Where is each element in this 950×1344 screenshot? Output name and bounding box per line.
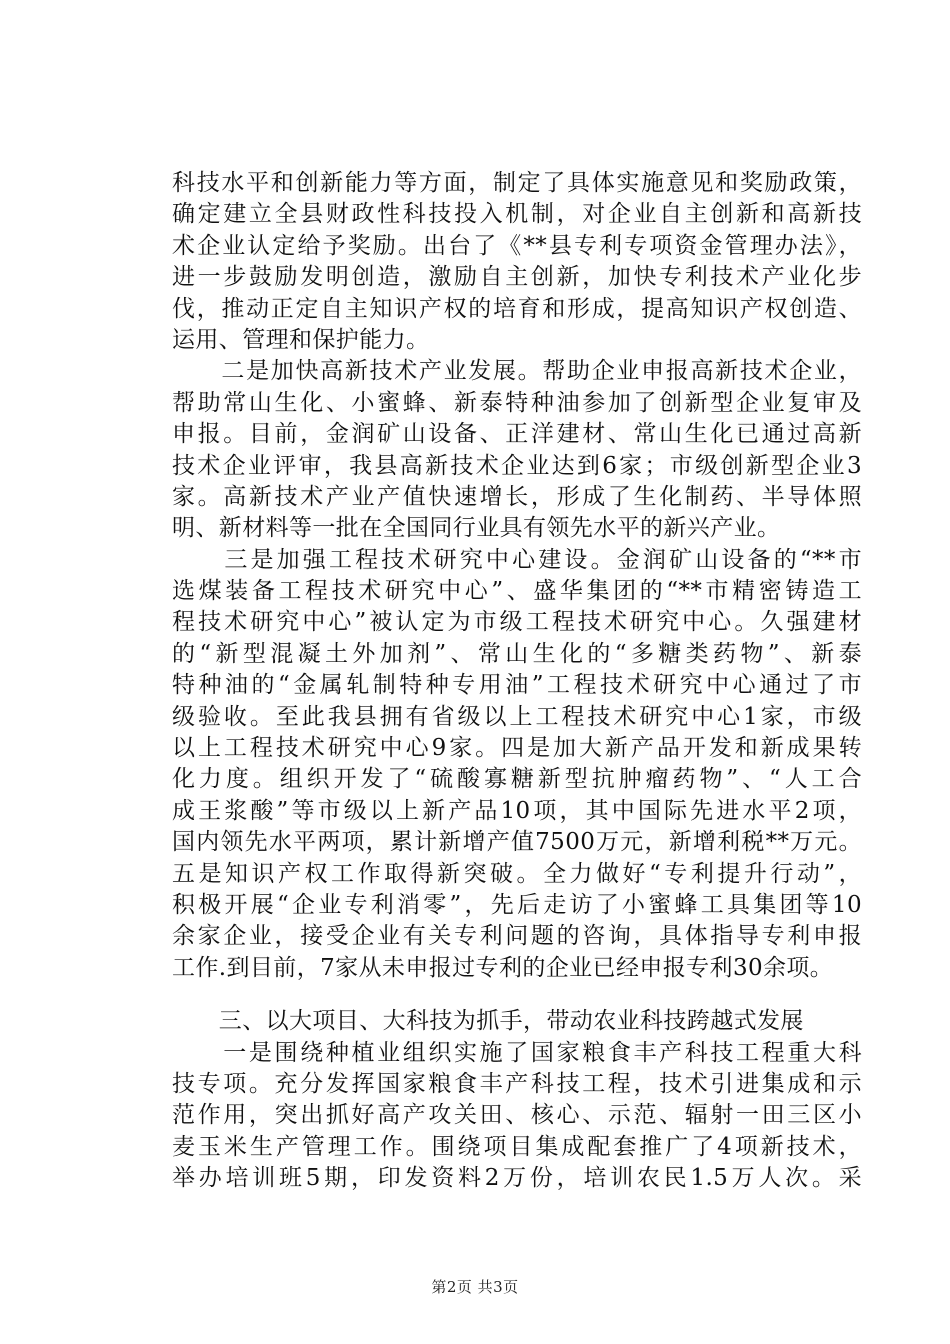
document-body [172, 168, 862, 1195]
text-line: 选煤装备工程技术研究中心”、盛华集团的“**市精密铸造工 [172, 578, 862, 605]
text-line: 特种油的“金属轧制特种专用油”工程技术研究中心通过了市 [172, 672, 862, 699]
text-line: 运用、管理和保护能力。 [172, 326, 430, 353]
text-line: 工作.到目前，7家从未申报过专利的企业已经申报专利30余项。 [172, 954, 834, 981]
text-line: 三是加强工程技术研究中心建设。金润矿山设备的“**市 [172, 546, 862, 573]
text-line: 化力度。组织开发了“硫酸寡糖新型抗肿瘤药物”、“人工合 [172, 766, 862, 793]
text-line: 余家企业，接受企业有关专利问题的咨询，具体指导专利申报 [172, 923, 862, 950]
text-line: 一是围绕种植业组织实施了国家粮食丰产科技工程重大科 [172, 1039, 862, 1066]
text-line: 麦玉米生产管理工作。围绕项目集成配套推广了4项新技术， [172, 1133, 862, 1160]
text-line: 术企业认定给予奖励。出台了《**县专利专项资金管理办法》， [172, 232, 862, 259]
text-line: 以上工程技术研究中心9家。四是加大新产品开发和新成果转 [172, 735, 862, 762]
text-line: 明、新材料等一批在全国同行业具有领先水平的新兴产业。 [172, 515, 781, 542]
text-line: 积极开展“企业专利消零”，先后走访了小蜜蜂工具集团等10 [172, 891, 862, 918]
text-line: 级验收。至此我县拥有省级以上工程技术研究中心1家，市级 [172, 703, 862, 730]
page-number-footer: 第2页 共3页 [431, 1278, 519, 1296]
text-line: 成王浆酸”等市级以上新产品10项，其中国际先进水平2项， [172, 797, 862, 824]
text-line: 科技水平和创新能力等方面，制定了具体实施意见和奖励政策， [172, 170, 862, 196]
text-line: 国内领先水平两项，累计新增产值7500万元，新增利税**万元。 [172, 829, 862, 856]
text-line: 家。高新技术产业产值快速增长，形成了生化制药、半导体照 [172, 483, 862, 510]
text-line: 帮助常山生化、小蜜蜂、新泰特种油参加了创新型企业复审及 [172, 389, 862, 416]
text-line: 确定建立全县财政性科技投入机制，对企业自主创新和高新技 [172, 201, 862, 228]
text-line: 技术企业评审，我县高新技术企业达到6家；市级创新型企业3 [172, 452, 862, 479]
text-line: 范作用，突出抓好高产攻关田、核心、示范、辐射一田三区小 [172, 1102, 862, 1129]
text-line: 的“新型混凝土外加剂”、常山生化的“多糖类药物”、新泰 [172, 640, 862, 667]
text-line: 举办培训班5期，印发资料2万份，培训农民1.5万人次。采 [172, 1165, 862, 1192]
text-line: 程技术研究中心”被认定为市级工程技术研究中心。久强建材 [172, 609, 862, 636]
text-line: 进一步鼓励发明创造，激励自主创新，加快专利技术产业化步 [172, 264, 862, 291]
section-heading: 三、以大项目、大科技为抓手，带动农业科技跨越式发展 [172, 1008, 804, 1035]
text-line: 二是加快高新技术产业发展。帮助企业申报高新技术企业， [172, 358, 862, 385]
text-line: 五是知识产权工作取得新突破。全力做好“专利提升行动”， [172, 860, 862, 887]
text-line: 伐，推动正定自主知识产权的培育和形成，提高知识产权创造、 [172, 295, 862, 322]
paragraph-gap [172, 984, 862, 1006]
text-line: 技专项。充分发挥国家粮食丰产科技工程，技术引进集成和示 [172, 1070, 862, 1097]
text-line: 申报。目前，金润矿山设备、正洋建材、常山生化已通过高新 [172, 421, 862, 448]
